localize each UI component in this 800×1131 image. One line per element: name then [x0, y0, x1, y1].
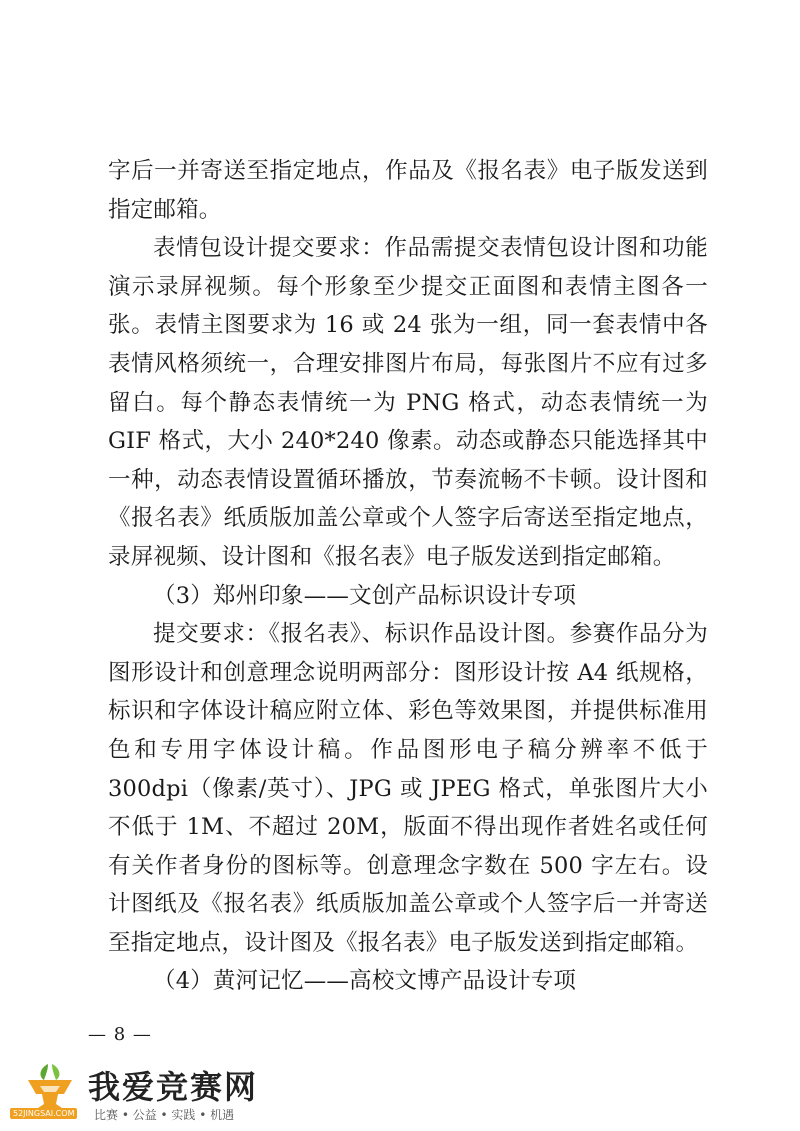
paragraph-logo-requirements: 提交要求：《报名表》、标识作品设计图。参赛作品分为图形设计和创意理念说明两部分：图形设计按 A4 纸规格，标识和字体设计稿应附立体、彩色等效果图，并提供标准用色和专用字体设计稿。作品图形电子稿分辨率不低于 300dpi（像素/英寸）、JPG 或 JPEG 格式，单张图片大小不低于 1M、不超过 20M，版面不得出现作者姓名或任何有关作者身份的图标等。创意理念字数在 500 字左右。设计图纸及《报名表》纸质版加盖公章或个人签字后一并寄送至指定地点，设计图及《报名表》电子版发送到指定邮箱。 [108, 621, 708, 956]
document-body [108, 152, 708, 1001]
section-heading-4: （4）黄河记忆——高校文博产品设计专项 [153, 968, 577, 995]
watermark-domain: 52JINGSAI.COM [10, 1108, 77, 1119]
watermark-title: 我爱竞赛网 [88, 1068, 259, 1106]
page-number: — 8 — [88, 1024, 152, 1045]
watermark-logo [10, 1060, 350, 1126]
paragraph-emoji-requirements: 表情包设计提交要求：作品需提交表情包设计图和功能演示录屏视频。每个形象至少提交正面图和表情主图各一张。表情主图要求为 16 或 24 张为一组，同一套表情中各表情风格须统一，合理安排图片布局，每张图片不应有过多留白。每个静态表情统一为 PNG 格式，动态表情统一为 GIF 格式，大小 240*240 像素。动态或静态只能选择其中一种，动态表情设置循环播放，节奏流畅不卡顿。设计图和《报名表》纸质版加盖公章或个人签字后寄送至指定地点，录屏视频、设计图和《报名表》电子版发送到指定邮箱。 [108, 235, 708, 570]
section-heading-3: （3）郑州印象——文创产品标识设计专项 [153, 582, 577, 609]
paragraph-continuation: 字后一并寄送至指定地点，作品及《报名表》电子版发送到指定邮箱。 [108, 158, 708, 223]
watermark-slogan: 比赛 • 公益 • 实践 • 机遇 [94, 1108, 235, 1122]
